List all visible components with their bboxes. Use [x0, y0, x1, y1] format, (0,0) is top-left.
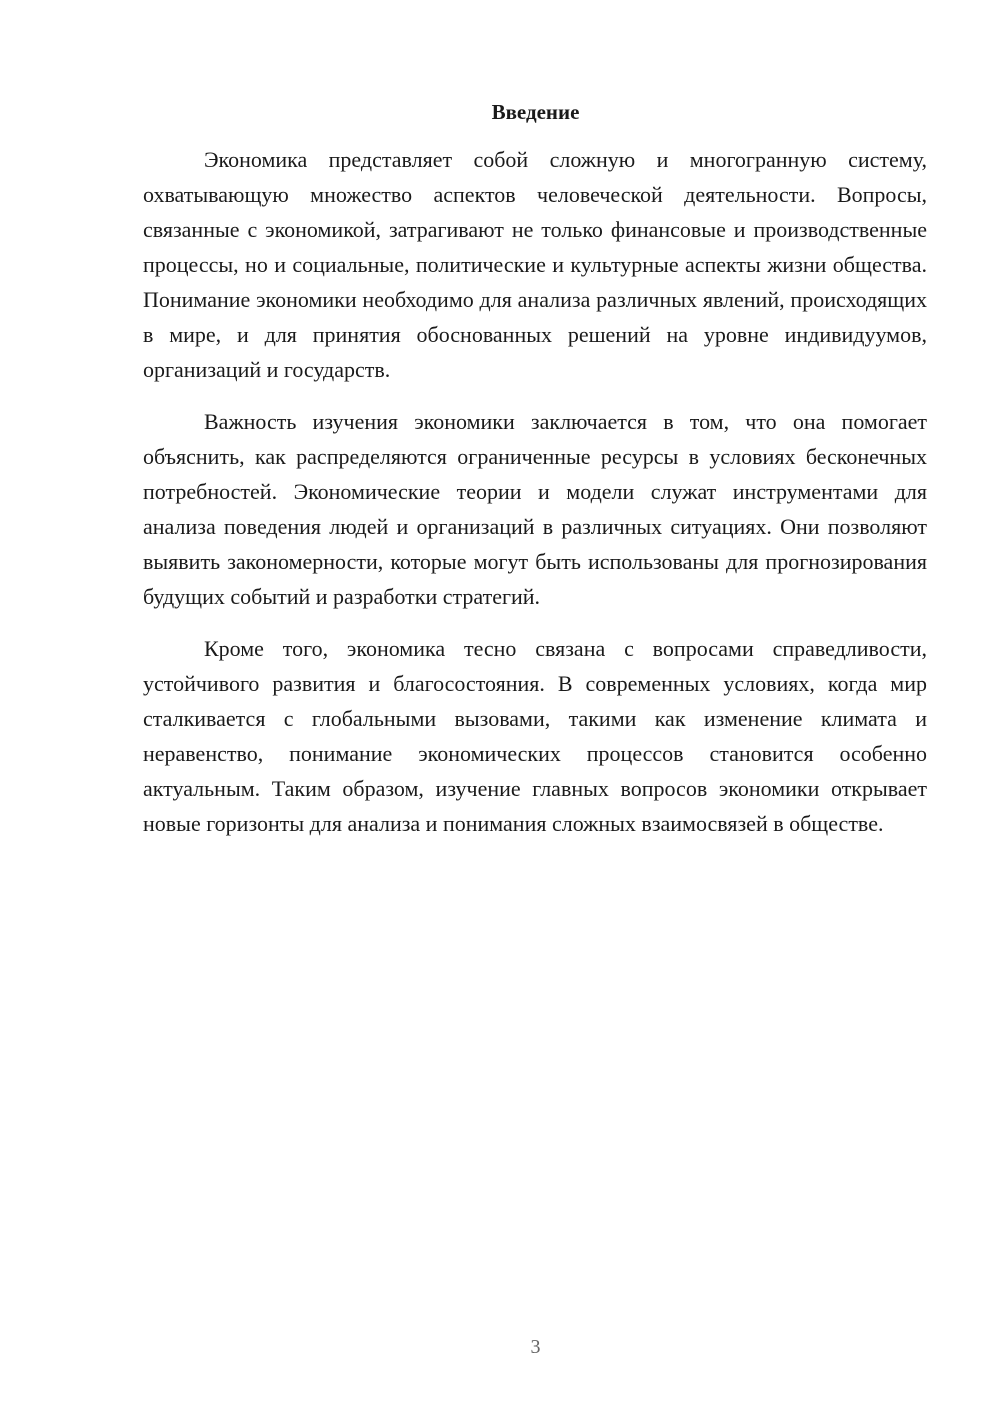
page-number: 3 [530, 1336, 541, 1358]
paragraph-3: Кроме того, экономика тесно связана с вопросами справедливости, устойчивого развития и благосостояния. В современных условиях, когда мир сталкивается с глобальными вызовами, такими как изменение климата и неравенство, понимание экономических процессов становится особенно актуальным. Таким образом, изучение главных вопросов экономики открывает новые горизонты для анализа и понимания сложных взаимосвязей в обществе. [143, 636, 927, 836]
paragraph-1: Экономика представляет собой сложную и многогранную систему, охватывающую множество аспектов человеческой деятельности. Вопросы, связанные с экономикой, затрагивают не только финансовые и производственные процессы, но и социальные, политические и культурные аспекты жизни общества. Понимание экономики необходимо для анализа различных явлений, происходящих в мире, и для принятия обоснованных решений на уровне индивидуумов, организаций и государств. [143, 147, 927, 382]
body-text [143, 142, 927, 858]
section-heading: Введение [491, 100, 580, 124]
paragraph-2: Важность изучения экономики заключается в том, что она помогает объяснить, как распределяются ограниченные ресурсы в условиях бесконечных потребностей. Экономические теории и модели служат инструментами для анализа поведения людей и организаций в различных ситуациях. Они позволяют выявить закономерности, которые могут быть использованы для прогнозирования будущих событий и разработки стратегий. [143, 409, 927, 609]
